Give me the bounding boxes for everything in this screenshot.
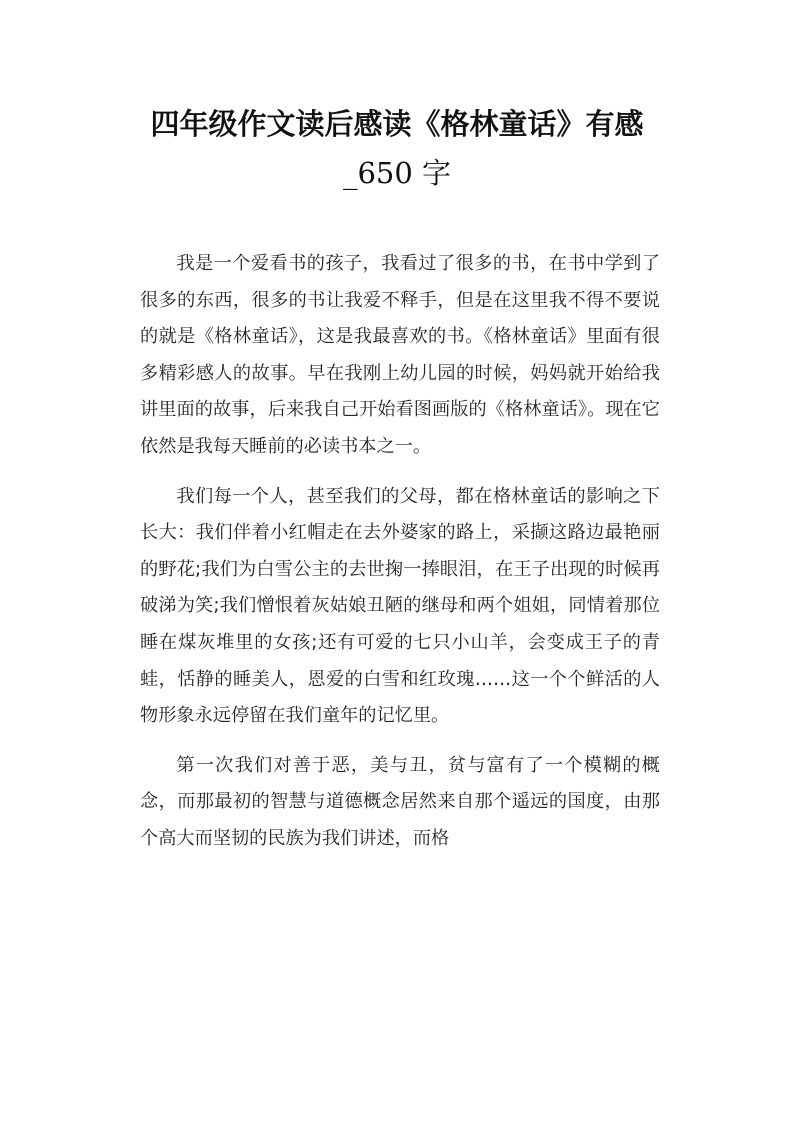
paragraph-1: 我是一个爱看书的孩子，我看过了很多的书，在书中学到了很多的东西，很多的书让我爱不释手，但是在这里我不得不要说的就是《格林童话》，这是我最喜欢的书。《格林童话》里面有很多精彩感人的故事。早在我刚上幼儿园的时候，妈妈就开始给我讲里面的故事，后来我自己开始看图画版的《格林童话》。现在它依然是我每天睡前的必读书本之一。: [140, 253, 660, 457]
paragraph-3: 第一次我们对善于恶，美与丑，贫与富有了一个模糊的概念，而那最初的智慧与道德概念居然来自那个遥远的国度，由那个高大而坚韧的民族为我们讲述，而格: [140, 754, 660, 849]
title-line-1: 四年级作文读后感读《格林童话》有感: [150, 107, 644, 141]
title-line-2: _650 字: [342, 156, 452, 190]
paragraph-2: 我们每一个人，甚至我们的父母，都在格林童话的影响之下长大：我们伴着小红帽走在去外婆家的路上，采撷这路边最艳丽的野花;我们为白雪公主的去世掬一捧眼泪，在王子出现的时候再破涕为笑;我们憎恨着灰姑娘丑陋的继母和两个姐姐，同情着那位睡在煤灰堆里的女孩;还有可爱的七只小山羊，会变成王子的青蛙，恬静的睡美人，恩爱的白雪和红玫瑰……这一个个鲜活的人物形象永远停留在我们童年的记忆里。: [140, 485, 660, 727]
document-body: [140, 246, 660, 871]
document-title: [100, 100, 694, 198]
